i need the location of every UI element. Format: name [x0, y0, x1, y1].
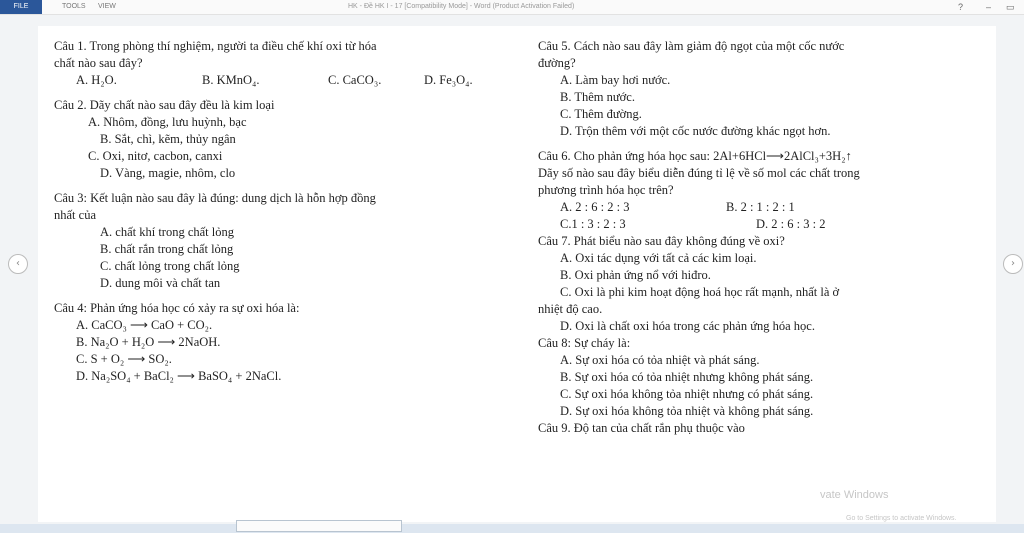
question-6-cont2: phương trình hóa học trên? — [538, 183, 674, 197]
option: D. Oxi là chất oxi hóa trong các phản ứng hóa học. — [560, 319, 815, 333]
question-6-cont: Dãy số nào sau đây biểu diễn đúng tỉ lệ về số mol các chất trong — [538, 166, 860, 180]
option: A. chất khí trong chất lỏng — [100, 225, 234, 239]
option: C. S + O₂ ⟶ SO₂. — [76, 352, 172, 366]
option: D. Fe₃O₄. — [424, 73, 473, 87]
restore-button[interactable]: ▭ — [1006, 2, 1015, 12]
option: B. KMnO₄. — [202, 73, 260, 87]
option: B. Oxi phản ứng nổ với hiđro. — [560, 268, 711, 282]
option: A. 2 : 6 : 2 : 3 — [560, 200, 630, 214]
option: C. chất lỏng trong chất lỏng — [100, 259, 240, 273]
option: A. Sự oxi hóa có tỏa nhiệt và phát sáng. — [560, 353, 760, 367]
left-column — [54, 38, 524, 385]
option: D. Vàng, magie, nhôm, clo — [100, 166, 236, 180]
option: A. H₂O. — [76, 73, 117, 87]
option: A. Nhôm, đồng, lưu huỳnh, bạc — [88, 115, 247, 129]
question-4: Câu 4: Phản ứng hóa học có xảy ra sự oxi hóa là: — [54, 301, 300, 315]
next-page-button[interactable]: › — [1003, 254, 1023, 274]
option: D. Sự oxi hóa không tỏa nhiệt và không phát sáng. — [560, 404, 814, 418]
minimize-button[interactable]: – — [986, 2, 992, 12]
option: B. chất rắn trong chất lỏng — [100, 242, 234, 256]
option: D. dung môi và chất tan — [100, 276, 221, 290]
question-3: Câu 3: Kết luận nào sau đây là đúng: dung dịch là hỗn hợp đồng — [54, 191, 376, 205]
right-column — [538, 38, 988, 437]
option: C. Sự oxi hóa không tỏa nhiệt nhưng có phát sáng. — [560, 387, 814, 401]
option: B. Sắt, chì, kẽm, thủy ngân — [100, 132, 236, 146]
option: A. CaCO₃ ⟶ CaO + CO₂. — [76, 318, 213, 332]
question-1: Câu 1. Trong phòng thí nghiệm, người ta điều chế khí oxi từ hóa — [54, 39, 377, 53]
question-2: Câu 2. Dãy chất nào sau đây đều là kim loại — [54, 98, 275, 112]
help-button[interactable]: ? — [958, 2, 964, 12]
file-tab[interactable]: FILE — [0, 0, 42, 14]
option: C. CaCO₃. — [328, 73, 382, 87]
option: C.1 : 3 : 2 : 3 — [560, 217, 626, 231]
tab-view[interactable]: VIEW — [98, 3, 116, 10]
option: A. Oxi tác dụng với tất cả các kim loại. — [560, 251, 757, 265]
activation-watermark: vate Windows — [820, 489, 889, 501]
option: B. 2 : 1 : 2 : 1 — [726, 200, 795, 214]
question-5: Câu 5. Cách nào sau đây làm giảm độ ngọt của một cốc nước — [538, 39, 845, 53]
window-title: HK - Đề HK I - 17 [Compatibility Mode] - Word (Product Activation Failed) — [348, 3, 575, 10]
question-1-cont: chất nào sau đây? — [54, 56, 143, 70]
option: C. Thêm đường. — [560, 107, 642, 121]
option: C. Oxi là phi kim hoạt động hoá học rất mạnh, nhất là ở — [560, 285, 840, 299]
question-6-options-ab — [538, 199, 988, 216]
question-9: Câu 9. Độ tan của chất rắn phụ thuộc vào — [538, 421, 745, 435]
document-page — [38, 26, 996, 522]
option: D. 2 : 6 : 3 : 2 — [756, 217, 826, 231]
option: C. Oxi, nitơ, cacbon, canxi — [88, 149, 223, 163]
question-3-cont: nhất của — [54, 208, 96, 222]
option: B. Thêm nước. — [560, 90, 635, 104]
question-1-options — [54, 72, 524, 89]
option: A. Làm bay hơi nước. — [560, 73, 671, 87]
question-8: Câu 8: Sự cháy là: — [538, 336, 631, 350]
status-bar — [0, 524, 1024, 533]
option: D. Na₂SO₄ + BaCl₂ ⟶ BaSO₄ + 2NaCl. — [76, 369, 282, 383]
option: B. Sự oxi hóa có tỏa nhiệt nhưng không phát sáng. — [560, 370, 814, 384]
prev-page-button[interactable]: ‹ — [8, 254, 28, 274]
title-bar — [0, 0, 1024, 15]
question-7: Câu 7. Phát biểu nào sau đây không đúng về oxi? — [538, 234, 785, 248]
question-6-options-cd — [538, 216, 988, 233]
activation-watermark-sub: Go to Settings to activate Windows. — [846, 515, 957, 522]
question-6: Câu 6. Cho phản ứng hóa học sau: 2Al+6HCl⟶2AlCl₃+3H₂↑ — [538, 149, 852, 163]
question-5-cont: đường? — [538, 56, 576, 70]
option: B. Na₂O + H₂O ⟶ 2NaOH. — [76, 335, 221, 349]
option: D. Trộn thêm với một cốc nước đường khác ngọt hơn. — [560, 124, 831, 138]
status-field — [236, 520, 402, 532]
tab-tools[interactable]: TOOLS — [62, 3, 86, 10]
option-cont: nhiệt độ cao. — [538, 302, 603, 316]
